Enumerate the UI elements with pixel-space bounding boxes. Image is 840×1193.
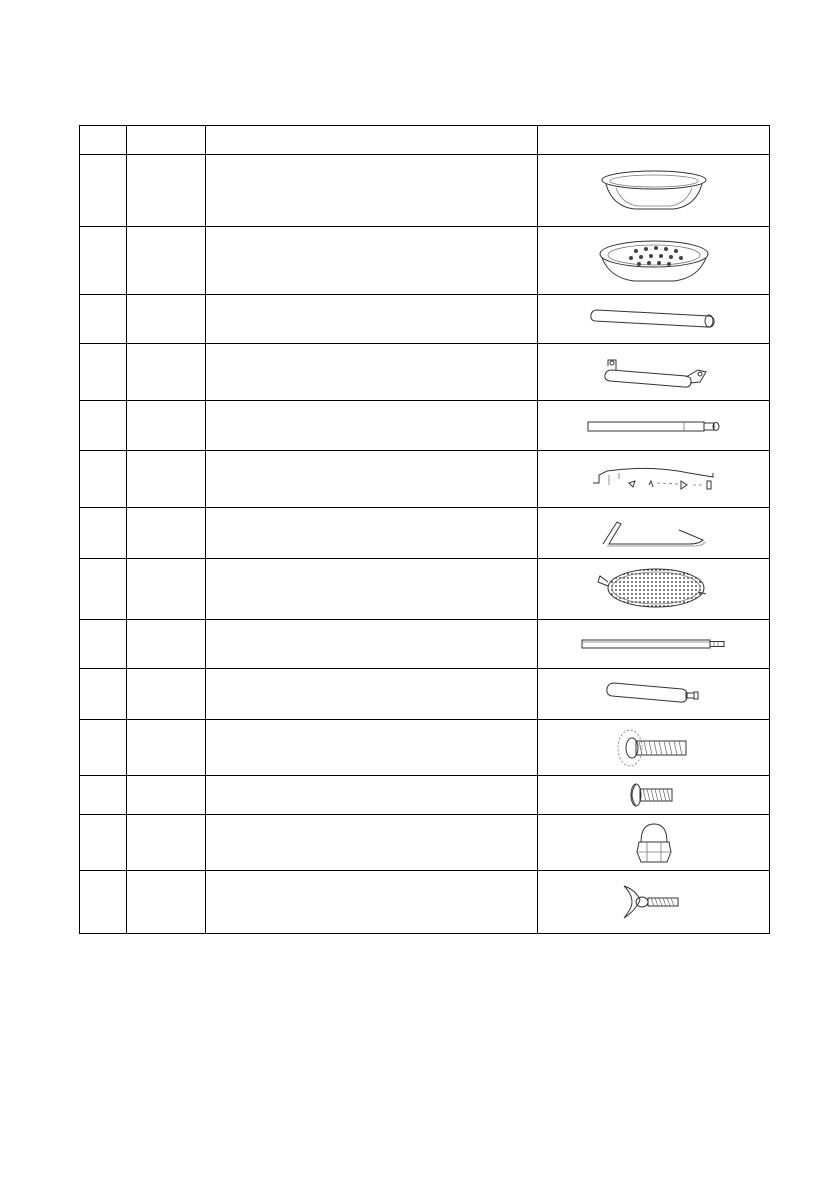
cell-description	[206, 451, 538, 508]
header-cell-no	[80, 126, 127, 155]
cell-description	[206, 720, 538, 776]
cell-no	[80, 559, 127, 620]
table-row	[80, 776, 770, 815]
cell-illustration	[538, 669, 770, 720]
cell-illustration	[538, 344, 770, 401]
cell-illustration	[538, 451, 770, 508]
header-cell-description	[206, 126, 538, 155]
wing-screw-icon	[614, 880, 694, 924]
cell-description	[206, 620, 538, 669]
cell-illustration	[538, 227, 770, 295]
table-row	[80, 451, 770, 508]
table-row	[80, 295, 770, 344]
cell-description	[206, 344, 538, 401]
cell-illustration	[538, 155, 770, 227]
header-cell-illustration	[538, 126, 770, 155]
cell-code	[127, 559, 206, 620]
bowl-basin-icon	[594, 166, 714, 216]
tube-icon	[589, 304, 719, 334]
mesh-grate-icon	[594, 564, 714, 614]
cell-code	[127, 620, 206, 669]
cell-code	[127, 669, 206, 720]
cell-no	[80, 295, 127, 344]
cell-no	[80, 401, 127, 451]
cell-no	[80, 669, 127, 720]
table-row	[80, 227, 770, 295]
cell-description	[206, 401, 538, 451]
cell-illustration	[538, 776, 770, 815]
cell-code	[127, 776, 206, 815]
table-row	[80, 401, 770, 451]
cell-code	[127, 720, 206, 776]
long-pin-icon	[579, 634, 729, 654]
bent-handle-icon	[599, 516, 709, 550]
cell-code	[127, 227, 206, 295]
cell-description	[206, 559, 538, 620]
cell-description	[206, 508, 538, 559]
cell-illustration	[538, 871, 770, 934]
table-row	[80, 508, 770, 559]
washer-screw-icon	[614, 726, 694, 770]
table-row	[80, 871, 770, 934]
cell-code	[127, 155, 206, 227]
cell-no	[80, 776, 127, 815]
parts-table	[79, 125, 770, 934]
cell-code	[127, 295, 206, 344]
screw-icon	[624, 780, 684, 810]
cell-no	[80, 620, 127, 669]
long-rod-icon	[584, 414, 724, 438]
table-row	[80, 620, 770, 669]
cell-no	[80, 720, 127, 776]
cell-no	[80, 508, 127, 559]
cell-code	[127, 815, 206, 871]
table-row	[80, 720, 770, 776]
cap-nut-icon	[629, 820, 679, 866]
cell-no	[80, 871, 127, 934]
short-pin-icon	[604, 677, 704, 711]
table-row	[80, 669, 770, 720]
cell-description	[206, 776, 538, 815]
cell-description	[206, 295, 538, 344]
cell-description	[206, 815, 538, 871]
table-row	[80, 155, 770, 227]
cell-illustration	[538, 720, 770, 776]
cell-code	[127, 871, 206, 934]
table-row	[80, 559, 770, 620]
table-row	[80, 815, 770, 871]
cell-no	[80, 815, 127, 871]
table-row	[80, 344, 770, 401]
cell-code	[127, 344, 206, 401]
cell-no	[80, 451, 127, 508]
cell-illustration	[538, 508, 770, 559]
cell-illustration	[538, 620, 770, 669]
table-header-row	[80, 126, 770, 155]
cell-illustration	[538, 815, 770, 871]
header-cell-code	[127, 126, 206, 155]
cell-illustration	[538, 401, 770, 451]
cell-no	[80, 344, 127, 401]
cell-description	[206, 227, 538, 295]
cell-description	[206, 871, 538, 934]
cell-no	[80, 227, 127, 295]
cell-description	[206, 669, 538, 720]
cell-description	[206, 155, 538, 227]
cell-code	[127, 401, 206, 451]
cell-code	[127, 508, 206, 559]
cell-no	[80, 155, 127, 227]
cell-illustration	[538, 295, 770, 344]
hooked-rail-icon	[589, 461, 719, 497]
bracketed-tube-icon	[594, 352, 714, 392]
cell-illustration	[538, 559, 770, 620]
perforated-bowl-icon	[594, 236, 714, 286]
cell-code	[127, 451, 206, 508]
